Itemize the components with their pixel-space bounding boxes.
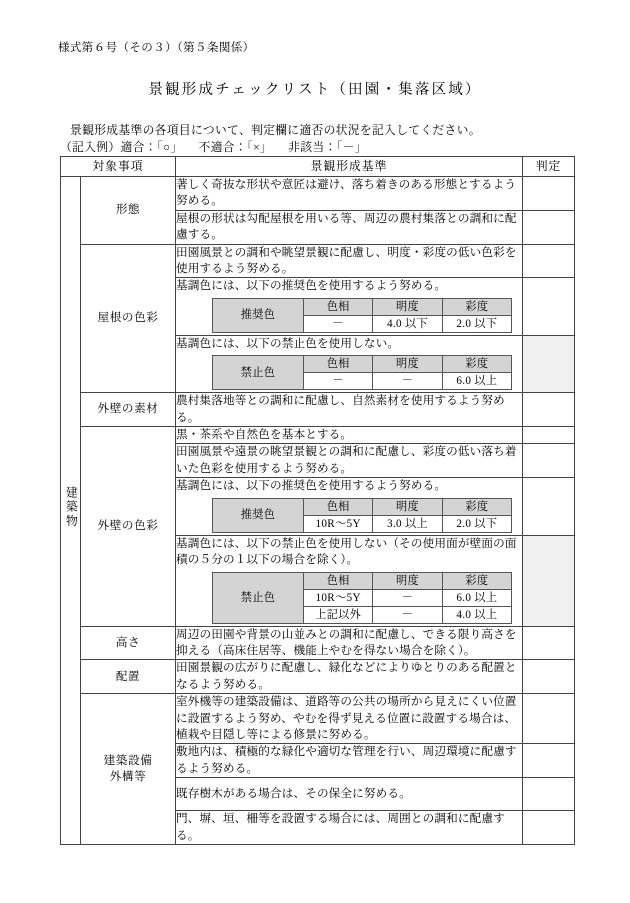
color-value-value: － bbox=[373, 373, 442, 390]
criteria-cell-with-table bbox=[176, 278, 523, 335]
header-criteria: 景観形成基準 bbox=[176, 157, 523, 177]
table-row bbox=[61, 626, 575, 660]
instruction-line-1: 景観形成基準の各項目について、判定欄に適否の状況を記入してください。 bbox=[70, 123, 481, 137]
color-table-header-row bbox=[213, 498, 512, 515]
color-value-chroma: 6.0 以上 bbox=[442, 589, 511, 606]
judgement-cell[interactable] bbox=[523, 660, 575, 694]
judgement-cell[interactable] bbox=[523, 744, 575, 778]
item-cell-form: 形態 bbox=[81, 177, 176, 245]
criteria-text: 基調色には、以下の推奨色を使用するよう努める。 bbox=[176, 279, 447, 293]
item-cell-wall-material: 外壁の素材 bbox=[81, 393, 176, 427]
judgement-cell[interactable] bbox=[523, 177, 575, 211]
color-value-hue: － bbox=[304, 315, 373, 332]
color-label: 推奨色 bbox=[213, 298, 304, 332]
color-table-header-row bbox=[213, 572, 512, 589]
wall-recommended-color-table bbox=[212, 498, 512, 533]
color-value-chroma: 2.0 以下 bbox=[442, 515, 511, 532]
color-header-value: 明度 bbox=[373, 298, 442, 315]
color-value-chroma: 4.0 以上 bbox=[442, 606, 511, 623]
item-label-line-1: 建築設備 bbox=[103, 754, 153, 768]
judgement-cell[interactable] bbox=[523, 278, 575, 335]
instruction-nonconform: 不適合：「×」 bbox=[198, 140, 273, 154]
criteria-cell: 田園風景との調和や眺望景観に配慮し、明度・彩度の低い色彩を使用するよう努める。 bbox=[176, 244, 523, 278]
judgement-cell[interactable] bbox=[523, 478, 575, 535]
instruction-na: 非該当：「－」 bbox=[288, 140, 367, 154]
judgement-cell[interactable] bbox=[523, 694, 575, 744]
color-table-header-row bbox=[213, 356, 512, 373]
judgement-cell[interactable] bbox=[523, 626, 575, 660]
item-cell-equipment bbox=[81, 694, 176, 845]
color-header-hue: 色相 bbox=[304, 498, 373, 515]
checklist-table bbox=[60, 156, 575, 845]
color-header-hue: 色相 bbox=[304, 356, 373, 373]
table-row bbox=[61, 393, 575, 427]
criteria-cell: 農村集落地等との調和に配慮し、自然素材を使用するよう努める。 bbox=[176, 393, 523, 427]
table-row bbox=[61, 694, 575, 744]
criteria-text: 基調色には、以下の禁止色を使用しない（その使用面が壁面の面積の５分の１以下の場合を除く）。 bbox=[176, 536, 517, 567]
color-value-chroma: 6.0 以上 bbox=[442, 373, 511, 390]
color-value-hue: 上記以外 bbox=[304, 606, 373, 623]
instruction-line-2 bbox=[60, 139, 481, 156]
table-row bbox=[61, 660, 575, 694]
header-judgement: 判定 bbox=[523, 157, 575, 177]
color-table-header-row bbox=[213, 298, 512, 315]
criteria-cell-with-table bbox=[176, 535, 523, 626]
form-number: 様式第６号（その３）（第５条関係） bbox=[58, 42, 255, 54]
color-value-chroma: 2.0 以下 bbox=[442, 315, 511, 332]
judgement-cell[interactable] bbox=[523, 244, 575, 278]
criteria-cell: 既存樹木がある場合は、その保全に努める。 bbox=[176, 778, 523, 811]
color-value-hue: － bbox=[304, 373, 373, 390]
judgement-cell[interactable] bbox=[523, 811, 575, 845]
judgement-cell[interactable] bbox=[523, 444, 575, 478]
color-header-value: 明度 bbox=[373, 356, 442, 373]
criteria-cell: 著しく奇抜な形状や意匠は避け、落ち着きのある形態とするよう努める。 bbox=[176, 177, 523, 211]
criteria-cell-with-table bbox=[176, 478, 523, 535]
roof-recommended-color-table bbox=[212, 298, 512, 333]
color-value-hue: 10R〜5Y bbox=[304, 589, 373, 606]
criteria-cell: 田園景観の広がりに配慮し、緑化などによりゆとりのある配置となるよう努める。 bbox=[176, 660, 523, 694]
color-header-hue: 色相 bbox=[304, 572, 373, 589]
roof-forbidden-color-table bbox=[212, 355, 512, 390]
color-header-chroma: 彩度 bbox=[442, 298, 511, 315]
page-title: 景観形成チェックリスト（田園・集落区域） bbox=[148, 82, 482, 98]
item-cell-height: 高さ bbox=[81, 626, 176, 660]
criteria-cell: 室外機等の建築設備は、道路等の公共の場所から見えにくい位置に設置するよう努め、やむを得ず見える位置に設置する場合は、植栽や目隠し等による修景に努める。 bbox=[176, 694, 523, 744]
color-value-value: 3.0 以上 bbox=[373, 515, 442, 532]
table-row bbox=[61, 427, 575, 444]
color-label: 禁止色 bbox=[213, 572, 304, 623]
color-value-hue: 10R〜5Y bbox=[304, 515, 373, 532]
color-header-value: 明度 bbox=[373, 572, 442, 589]
table-header-row bbox=[61, 157, 575, 177]
color-header-value: 明度 bbox=[373, 498, 442, 515]
criteria-text: 基調色には、以下の禁止色を使用しない。 bbox=[176, 336, 400, 350]
criteria-cell: 門、塀、垣、柵等を設置する場合には、周囲との調和に配慮する。 bbox=[176, 811, 523, 845]
criteria-cell: 敷地内は、積極的な緑化や適切な管理を行い、周辺環境に配慮するよう努める。 bbox=[176, 744, 523, 778]
color-header-hue: 色相 bbox=[304, 298, 373, 315]
judgement-cell[interactable] bbox=[523, 535, 575, 626]
item-cell-layout: 配置 bbox=[81, 660, 176, 694]
wall-forbidden-color-table bbox=[212, 572, 512, 624]
color-header-chroma: 彩度 bbox=[442, 572, 511, 589]
color-header-chroma: 彩度 bbox=[442, 356, 511, 373]
header-target-item: 対象事項 bbox=[61, 157, 176, 177]
judgement-cell[interactable] bbox=[523, 335, 575, 392]
color-label: 推奨色 bbox=[213, 498, 304, 532]
item-cell-roof-color: 屋根の色彩 bbox=[81, 244, 176, 393]
instructions bbox=[60, 122, 481, 156]
category-cell-building bbox=[61, 177, 81, 845]
category-label: 建築物 bbox=[64, 486, 79, 530]
item-cell-wall-color: 外壁の色彩 bbox=[81, 427, 176, 626]
item-label-line-2: 外構等 bbox=[109, 770, 147, 784]
table-row bbox=[61, 177, 575, 211]
criteria-text: 基調色には、以下の推奨色を使用するよう努める。 bbox=[176, 479, 447, 493]
judgement-cell[interactable] bbox=[523, 210, 575, 244]
judgement-cell[interactable] bbox=[523, 393, 575, 427]
instruction-conform: 適合：「○」 bbox=[120, 140, 183, 154]
criteria-cell: 黒・茶系や自然色を基本とする。 bbox=[176, 427, 523, 444]
judgement-cell[interactable] bbox=[523, 427, 575, 444]
criteria-cell: 田園風景や遠景の眺望景観との調和に配慮し、彩度の低い落ち着いた色彩を使用するよう努める。 bbox=[176, 444, 523, 478]
color-value-value: － bbox=[373, 606, 442, 623]
instruction-prefix: （記入例） bbox=[60, 140, 121, 154]
color-header-chroma: 彩度 bbox=[442, 498, 511, 515]
criteria-cell-with-table bbox=[176, 335, 523, 392]
judgement-cell[interactable] bbox=[523, 778, 575, 811]
criteria-cell: 周辺の田園や背景の山並みとの調和に配慮し、できる限り高さを抑える（高床住居等、機能上やむを得ない場合を除く）。 bbox=[176, 626, 523, 660]
color-value-value: － bbox=[373, 589, 442, 606]
criteria-cell: 屋根の形状は勾配屋根を用いる等、周辺の農村集落との調和に配慮する。 bbox=[176, 210, 523, 244]
color-label: 禁止色 bbox=[213, 356, 304, 390]
color-value-value: 4.0 以下 bbox=[373, 315, 442, 332]
table-row bbox=[61, 244, 575, 278]
